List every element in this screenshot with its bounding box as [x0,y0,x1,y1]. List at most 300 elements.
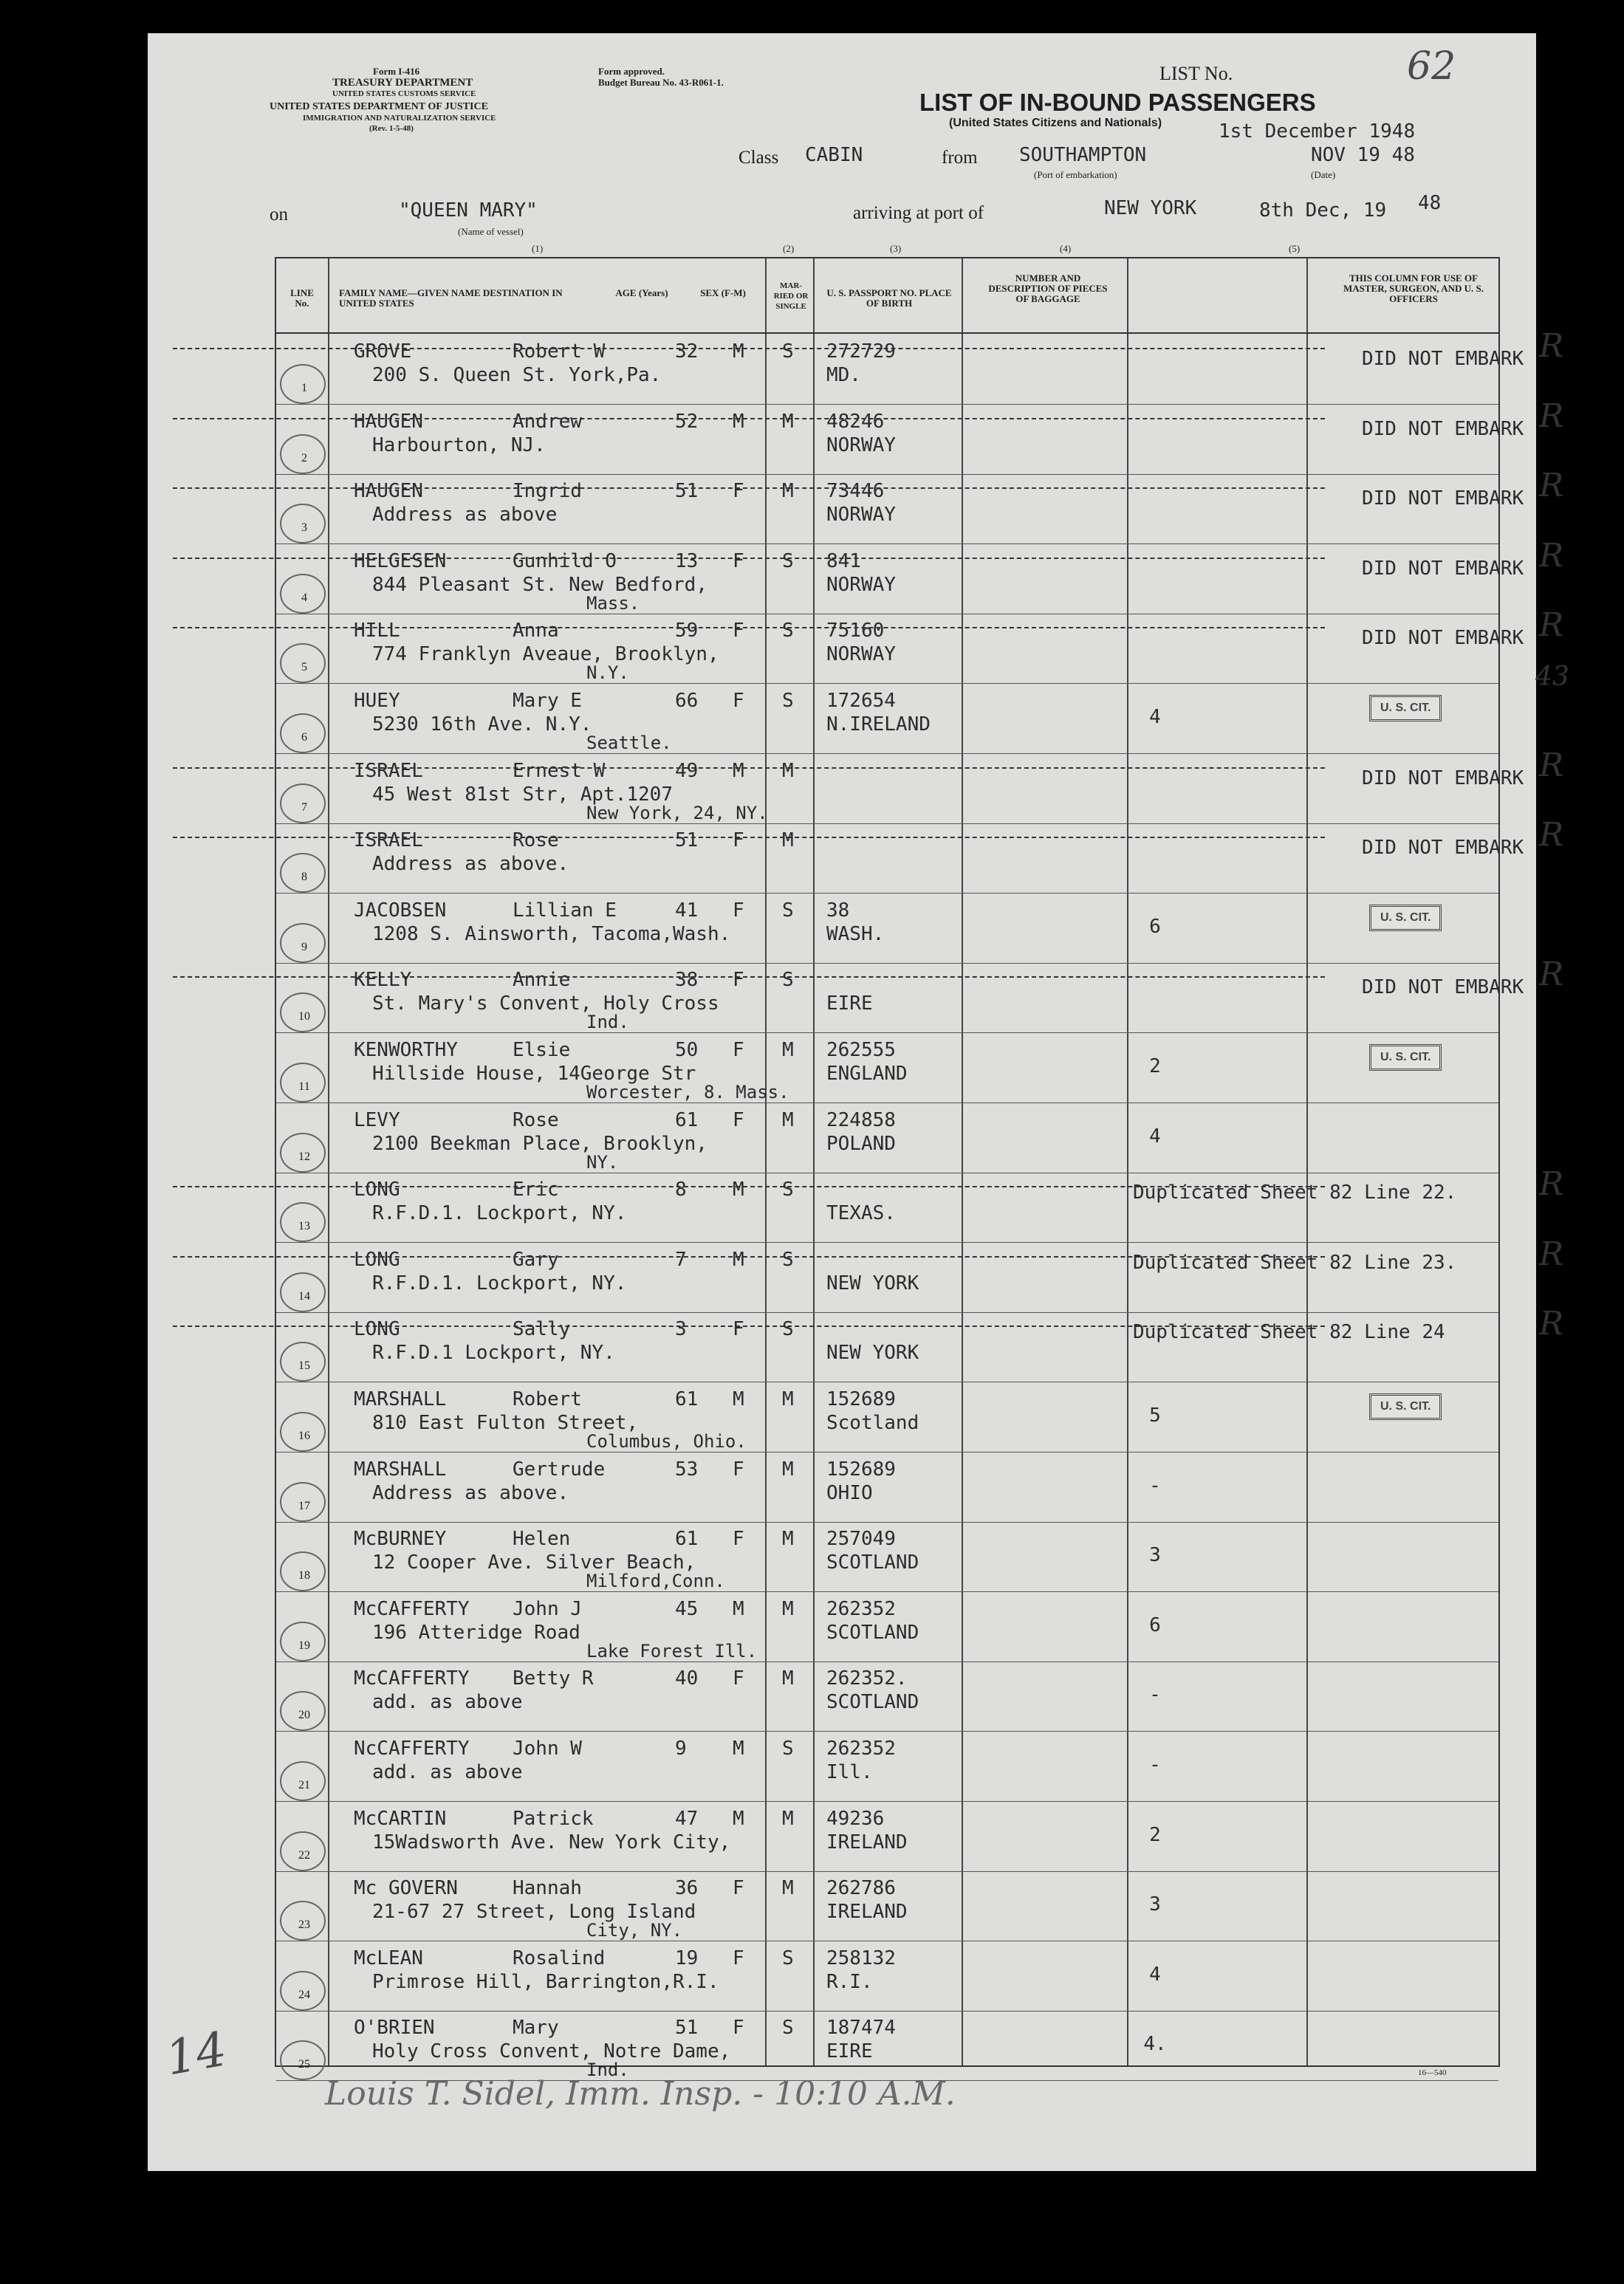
sex: F [733,1108,744,1131]
inspector-mark: R [1539,816,1564,854]
marital-status: M [782,410,794,433]
given-name: Helen [513,1528,571,1551]
strike-line [173,418,1325,419]
marital-status: M [782,1458,794,1481]
line-number: 22 [298,1848,310,1862]
vessel-name: "QUEEN MARY" [399,199,538,222]
baggage-count: 4 [1149,1125,1161,1148]
given-name: Robert [513,1388,582,1410]
inspector-mark: R [1539,327,1564,365]
treasury-dept: TREASURY DEPARTMENT [332,77,473,89]
age: 7 [675,1248,687,1271]
line-check-circle [280,1272,326,1312]
sex: M [733,1597,744,1620]
surname: HUEY [354,690,400,712]
from-port: SOUTHAMPTON [1019,144,1147,166]
address-line-2: New York, 24, NY. [586,802,768,823]
sheet-number: 62 [1407,44,1456,89]
line-check-circle [280,1063,326,1102]
address-line-2: Seattle. [586,733,672,753]
age: 51 [675,2017,699,2040]
passport-number: 152689 [826,1458,896,1481]
address-line-2: Columbus, Ohio. [586,1431,747,1452]
birth-place: SCOTLAND [826,1551,919,1574]
punch-hole [103,1835,136,1868]
col-header-baggage: NUMBER AND DESCRIPTION OF PIECES OF BAGGAGE [988,272,1108,304]
col-header-officer: THIS COLUMN FOR USE OF MASTER, SURGEON, AND U. S. OFFICERS [1343,272,1484,304]
col-num-4: (4) [1060,243,1072,254]
sex: M [733,1248,744,1271]
given-name: Andrew [513,410,582,433]
did-not-embark-remark: DID NOT EMBARK [1362,837,1524,860]
port-caption: (Port of embarkation) [1034,169,1117,180]
address-line-2: Lake Forest Ill. [586,1640,758,1661]
form-number: Form I-416 [373,66,420,77]
given-name: Patrick [513,1807,594,1830]
line-check-circle [280,1901,326,1941]
given-name: Anna [513,620,559,642]
address-line-2: Ind. [586,2060,629,2081]
surname: McCAFFERTY [354,1597,470,1620]
table-row [276,1235,1564,1312]
age: 38 [675,969,699,992]
inspector-mark: R [1539,467,1564,505]
did-not-embark-remark: DID NOT EMBARK [1362,627,1524,650]
did-not-embark-remark: DID NOT EMBARK [1362,557,1524,580]
age: 49 [675,759,699,782]
col-header-passport: U. S. PASSPORT NO. PLACE OF BIRTH [826,287,952,309]
line-number: 6 [301,731,307,744]
line-number: 25 [298,2058,310,2071]
line-check-circle [280,643,326,683]
address: 810 East Fulton Street, [372,1412,639,1434]
passport-number: 262352 [826,1738,896,1760]
ins-service: IMMIGRATION AND NATURALIZATION SERVICE [303,114,496,123]
col-header-sex: SEX (F-M) [700,287,746,298]
marital-status: S [782,340,794,363]
address: Harbourton, NJ. [372,433,546,456]
baggage-count: 2 [1149,1823,1161,1846]
strike-line [173,1186,1325,1187]
baggage-count: 5 [1149,1405,1161,1427]
sex: M [733,410,744,433]
passport-number: 48246 [826,410,885,433]
col-header-name: FAMILY NAME—GIVEN NAME DESTINATION IN UNITED STATES [339,287,563,309]
did-not-embark-remark: DID NOT EMBARK [1362,976,1524,999]
line-number: 12 [298,1150,310,1163]
us-citizen-stamp: U. S. CIT. [1369,1044,1442,1071]
birth-place: NORWAY [826,433,896,456]
age: 53 [675,1458,699,1481]
baggage-count: 3 [1149,1544,1161,1567]
birth-place: NEW YORK [826,1342,919,1365]
strike-line [173,487,1325,489]
sex: F [733,1877,744,1900]
sex: F [733,969,744,992]
inspector-signature: Louis T. Sidel, Imm. Insp. - 10:10 A.M. [325,2075,956,2113]
line-check-circle [280,1761,326,1801]
passport-number: 257049 [826,1528,896,1551]
passport-number: 172654 [826,690,896,712]
given-name: Elsie [513,1039,571,1061]
age: 61 [675,1528,699,1551]
baggage-count: 6 [1149,1613,1161,1636]
address: R.F.D.1 Lockport, NY. [372,1342,615,1365]
age: 61 [675,1108,699,1131]
line-number: 13 [298,1220,310,1233]
table-row [276,536,1564,614]
surname: MARSHALL [354,1458,447,1481]
address-line-2: Mass. [586,592,640,614]
line-number: 8 [301,871,307,884]
table-row [276,1382,1498,1452]
strike-line [173,627,1325,628]
line-number: 1 [301,382,307,394]
marital-status: M [782,829,794,852]
sex: F [733,620,744,642]
address: R.F.D.1. Lockport, NY. [372,1272,627,1294]
strike-line [173,1326,1325,1327]
customs-service: UNITED STATES CUSTOMS SERVICE [332,89,476,98]
line-check-circle [280,504,326,543]
passport-number: 49236 [826,1807,885,1830]
col-header-line: LINE No. [290,287,314,309]
table-row [276,1103,1498,1173]
birth-place: ENGLAND [826,1063,908,1085]
table-row [276,1305,1564,1382]
baggage-count: 4. [1143,2033,1167,2056]
surname: LONG [354,1248,400,1271]
given-name: John J [513,1597,582,1620]
address: add. as above [372,1761,523,1783]
line-number: 15 [298,1359,310,1373]
inspector-mark: R [1539,746,1564,784]
given-name: Sally [513,1318,571,1341]
table-row [276,746,1564,823]
address: 774 Franklyn Aveaue, Brooklyn, [372,643,719,666]
birth-place: Scotland [826,1412,919,1434]
given-name: Ingrid [513,480,582,503]
address-line-2: Worcester, 8. Mass. [586,1082,789,1102]
inspector-mark: R [1539,956,1564,994]
line-number: 2 [301,451,307,464]
surname: McBURNEY [354,1528,447,1551]
age: 19 [675,1947,699,1969]
punch-hole [103,1946,136,1978]
address: 5230 16th Ave. N.Y. [372,713,592,735]
marital-status: M [782,480,794,503]
line-check-circle [280,1551,326,1591]
from-label: from [942,148,978,168]
line-check-circle [280,364,326,404]
table-row [276,327,1564,404]
surname: NcCAFFERTY [354,1738,470,1760]
address: Holy Cross Convent, Notre Dame, [372,2040,731,2063]
age: 51 [675,480,699,503]
punch-hole [103,1422,136,1454]
surname: KENWORTHY [354,1039,458,1061]
given-name: Mary [513,2017,559,2040]
budget-bureau: Budget Bureau No. 43-R061-1. [598,77,724,88]
col-num-3: (3) [890,243,902,254]
address-line-2: NY. [586,1151,619,1173]
table-row [276,1732,1498,1801]
surname: GROVE [354,340,412,363]
passport-number: 262352 [826,1597,896,1620]
sex: F [733,1947,744,1969]
given-name: Gertrude [513,1458,606,1481]
address: 844 Pleasant St. New Bedford, [372,573,707,596]
line-check-circle [280,853,326,893]
arriving-label: arriving at port of [853,203,984,223]
surname: ISRAEL [354,829,423,852]
strike-line [173,348,1325,349]
passport-number: 272729 [826,340,896,363]
address-line-2: City, NY. [586,1920,683,1941]
marital-status: S [782,1947,794,1969]
surname: KELLY [354,969,412,992]
sex: M [733,759,744,782]
birth-place: EIRE [826,2040,873,2063]
surname: MARSHALL [354,1388,447,1410]
us-citizen-stamp: U. S. CIT. [1369,1393,1442,1420]
passport-number: 841 [826,549,861,572]
did-not-embark-remark: DID NOT EMBARK [1362,417,1524,440]
table-row [276,1453,1498,1522]
birth-place: SCOTLAND [826,1691,919,1714]
birth-place: WASH. [826,922,885,945]
surname: HELGESEN [354,549,447,572]
given-name: Ernest W [513,759,606,782]
given-name: John W [513,1738,582,1760]
birth-place: TEXAS. [826,1202,896,1225]
birth-place: NORWAY [826,573,896,596]
line-number: 3 [301,521,307,535]
line-number: 7 [301,800,307,814]
line-check-circle [280,783,326,823]
marital-status: S [782,690,794,712]
line-number: 17 [298,1499,310,1512]
marital-status: S [782,2017,794,2040]
age: 52 [675,410,699,433]
sex: M [733,1807,744,1830]
marital-status: S [782,969,794,992]
line-number: 4 [301,591,307,604]
sex: M [733,1388,744,1410]
baggage-count: 2 [1149,1055,1161,1077]
sex: F [733,690,744,712]
line-check-circle [280,2040,326,2080]
strike-line [173,837,1325,838]
given-name: Robert W [513,340,606,363]
on-label: on [270,205,288,224]
age: 41 [675,899,699,922]
sex: F [733,899,744,922]
table-row [276,1522,1498,1591]
baggage-count: - [1149,1474,1161,1497]
surname: ISRAEL [354,759,423,782]
punch-hole [103,705,136,738]
sex: F [733,1667,744,1690]
surname: McCARTIN [354,1807,447,1830]
date-caption: (Date) [1311,169,1336,180]
given-name: Annie [513,969,571,992]
passport-number: 262555 [826,1039,896,1061]
table-row [276,1871,1498,1941]
sex: F [733,829,744,852]
line-check-circle [280,992,326,1032]
address: 21-67 27 Street, Long Island [372,1901,696,1924]
birth-place: N.IRELAND [826,713,931,735]
birth-place: NEW YORK [826,1272,919,1294]
marital-status: S [782,1318,794,1341]
line-check-circle [280,434,326,474]
address-line-2: Ind. [586,1012,629,1033]
birth-place: EIRE [826,992,873,1015]
arrival-date: 8th Dec, 19 [1259,199,1387,222]
marital-status: M [782,1597,794,1620]
baggage-count: - [1149,1754,1161,1776]
strike-line [173,1256,1325,1258]
line-number: 21 [298,1779,310,1791]
surname: HAUGEN [354,480,423,503]
passport-number: 187474 [826,2017,896,2040]
inspector-mark: R [1539,397,1564,435]
embarkation-date: NOV 19 48 [1311,144,1415,166]
address: 196 Atteridge Road [372,1621,580,1644]
col-header-married: MAR-RIED OR SINGLE [773,281,809,311]
birth-place: IRELAND [826,1831,908,1853]
table-row [276,956,1564,1033]
address: Hillside House, 14George Str [372,1063,696,1085]
revision: (Rev. 1-5-48) [369,124,414,133]
punch-hole [96,188,131,224]
strike-line [173,767,1325,769]
marital-status: S [782,1738,794,1760]
age: 47 [675,1807,699,1830]
age: 45 [675,1597,699,1620]
inspector-mark: R [1539,536,1564,575]
given-name: Hannah [513,1877,582,1900]
address: 200 S. Queen St. York,Pa. [372,364,662,386]
passport-number: 258132 [826,1947,896,1969]
address: Address as above. [372,1481,569,1504]
passport-number: 38 [826,899,850,922]
address: Primrose Hill, Barrington,R.I. [372,1970,719,1993]
marital-status: M [782,1108,794,1131]
arrival-port: NEW YORK [1104,197,1197,219]
passport-number: 73446 [826,480,885,503]
given-name: Lillian E [513,899,617,922]
vessel-caption: (Name of vessel) [458,226,524,237]
age: 59 [675,620,699,642]
sex: F [733,1039,744,1061]
marital-status: S [782,549,794,572]
address: add. as above [372,1691,523,1714]
sex: F [733,1458,744,1481]
line-number: 5 [301,661,307,674]
did-not-embark-remark: DID NOT EMBARK [1362,487,1524,510]
line-check-circle [280,1622,326,1661]
age: 3 [675,1318,687,1341]
marital-status: M [782,1807,794,1830]
did-not-embark-remark: DID NOT EMBARK [1362,348,1524,370]
col-num-5: (5) [1289,243,1301,254]
baggage-count: 4 [1149,706,1161,728]
age: 36 [675,1877,699,1900]
given-name: Rosalind [513,1947,606,1969]
table-row [276,816,1564,893]
given-name: Rose [513,829,559,852]
line-check-circle [280,1202,326,1242]
address: Address as above [372,504,558,527]
us-citizen-stamp: U. S. CIT. [1369,905,1442,931]
form-code: 16—540 [1418,2068,1447,2077]
inspector-mark: R [1539,606,1564,645]
line-number: 14 [298,1289,310,1303]
line-number: 19 [298,1639,310,1652]
margin-note: 14 [162,2022,231,2087]
did-not-embark-remark: DID NOT EMBARK [1362,767,1524,789]
line-check-circle [280,1482,326,1522]
surname: Mc GOVERN [354,1877,458,1900]
birth-place: NORWAY [826,504,896,527]
punch-hole [103,580,136,612]
table-row [276,1165,1564,1242]
line-number: 18 [298,1569,310,1582]
surname: O'BRIEN [354,2017,435,2040]
line-check-circle [280,574,326,614]
surname: HAUGEN [354,410,423,433]
line-check-circle [280,1342,326,1382]
given-name: Gary [513,1248,559,1271]
duplicate-remark: Duplicated Sheet 82 Line 23. [1133,1251,1457,1274]
passport-number: 262786 [826,1877,896,1900]
surname: HILL [354,620,400,642]
age: 8 [675,1179,687,1201]
us-citizen-stamp: U. S. CIT. [1369,695,1442,721]
age: 32 [675,340,699,363]
birth-place: Ill. [826,1761,873,1783]
line-check-circle [280,1831,326,1871]
passport-number: 152689 [826,1388,896,1410]
line-number: 24 [298,1988,310,2001]
table-row [276,1592,1498,1661]
baggage-count: 3 [1149,1893,1161,1916]
line-number: 20 [298,1709,310,1722]
given-name: Eric [513,1179,559,1201]
class-label: Class [739,148,779,168]
sex: M [733,1179,744,1201]
col-num-2: (2) [783,243,795,254]
age: 51 [675,829,699,852]
given-name: Gunhild O [513,549,617,572]
marital-status: M [782,1877,794,1900]
line-number: 11 [298,1080,310,1093]
line-check-circle [280,1133,326,1173]
address-line-2: Milford,Conn. [586,1571,725,1592]
sex: F [733,1528,744,1551]
birth-place: OHIO [826,1481,873,1504]
address: St. Mary's Convent, Holy Cross [372,992,719,1015]
address: 45 West 81st Str, Apt.1207 [372,783,673,806]
address: R.F.D.1. Lockport, NY. [372,1202,627,1225]
page-subtitle: (United States Citizens and Nationals) [949,117,1162,129]
sex: F [733,2017,744,2040]
line-check-circle [280,923,326,963]
line-number: 16 [298,1430,310,1442]
strike-line [173,976,1325,978]
